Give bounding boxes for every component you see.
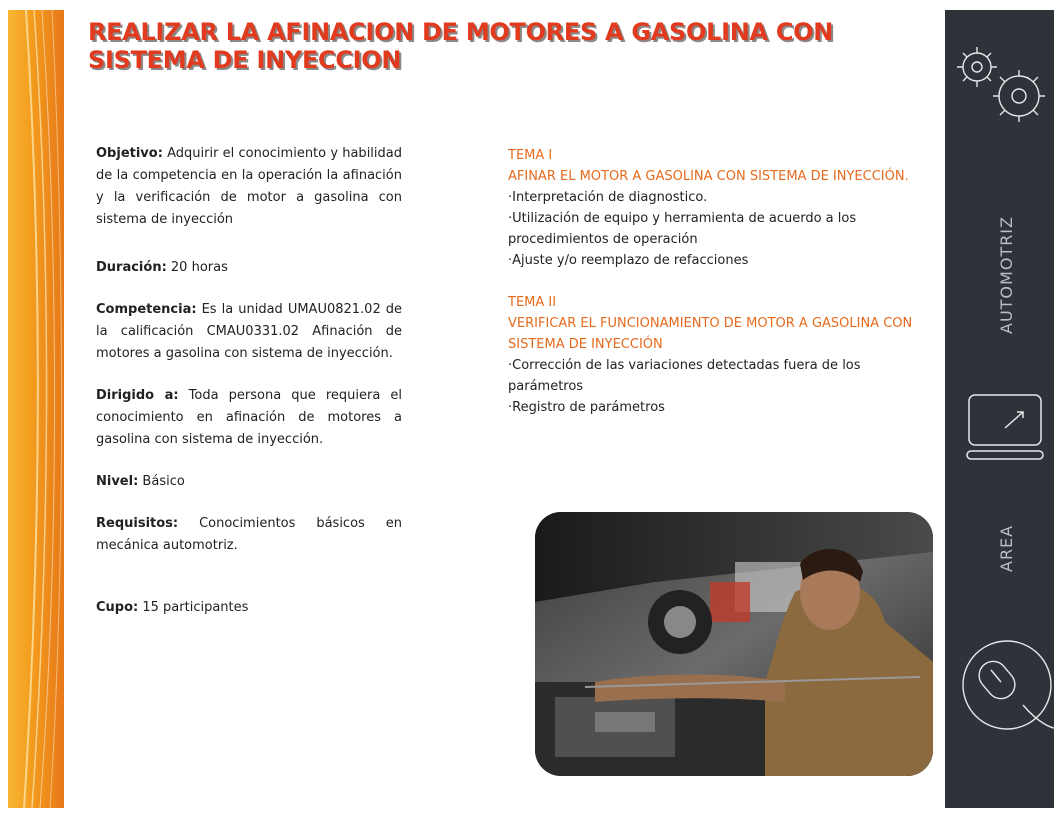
requisitos-paragraph	[96, 513, 402, 557]
tema1-heading: TEMA I	[508, 148, 553, 163]
tema2-heading: TEMA II	[508, 295, 557, 310]
nivel-paragraph	[96, 471, 402, 493]
laptop-icon	[967, 395, 1043, 459]
tema1-title: AFINAR EL MOTOR A GASOLINA CON SISTEMA DE INYECCIÓN.	[508, 169, 909, 184]
nivel-label: Nivel:	[96, 474, 139, 489]
tema1-item: ·Interpretación de diagnostico.	[508, 190, 708, 205]
requisitos-text: Conocimientos básicos en mecánica automotriz.	[96, 516, 402, 553]
mouse-icon	[963, 641, 1054, 729]
decorative-orange-bar	[8, 10, 64, 808]
course-details	[96, 143, 402, 619]
mechanic-photo	[535, 512, 933, 776]
dirigido-text: Toda persona que requiera el conocimiento en afinación de motores a gasolina con sistema de inyección.	[96, 388, 402, 447]
objetivo-paragraph	[96, 143, 402, 231]
objetivo-text: Adquirir el conocimiento y habilidad de la competencia en la operación la afinación y la verificación de motor a gasolina con sistema de inyección	[96, 146, 402, 227]
sidebar-label-automotriz: AUTOMOTRIZ	[997, 216, 1016, 334]
dirigido-paragraph	[96, 385, 402, 451]
tema2-item: ·Corrección de las variaciones detectadas fuera de los parámetros	[508, 358, 861, 394]
tema2-title: VERIFICAR EL FUNCIONAMIENTO DE MOTOR A GASOLINA CON SISTEMA DE INYECCIÓN	[508, 316, 913, 352]
tema2-item: ·Registro de parámetros	[508, 400, 665, 415]
nivel-text: Básico	[138, 474, 185, 489]
right-sidebar	[945, 10, 1054, 808]
gears-icon	[957, 47, 1045, 122]
swoosh-lines	[8, 10, 64, 808]
tema1-item: ·Utilización de equipo y herramienta de acuerdo a los procedimientos de operación	[508, 211, 857, 247]
duracion-label: Duración:	[96, 260, 167, 275]
dirigido-label: Dirigido a:	[96, 388, 179, 403]
competencia-paragraph	[96, 299, 402, 365]
duracion-text: 20 horas	[166, 260, 228, 275]
page-title: REALIZAR LA AFINACION DE MOTORES A GASOLINA CON SISTEMA DE INYECCION	[88, 18, 834, 74]
duracion-paragraph	[96, 257, 402, 279]
competencia-label: Competencia:	[96, 302, 197, 317]
competencia-text: Es la unidad UMAU0821.02 de la calificación CMAU0331.02 Afinación de motores a gasolina con sistema de inyección.	[96, 302, 402, 361]
cupo-text: 15 participantes	[138, 600, 249, 615]
sidebar-label-area: AREA	[997, 524, 1016, 572]
objetivo-label: Objetivo:	[96, 146, 163, 161]
requisitos-label: Requisitos:	[96, 516, 179, 531]
tema1-item: ·Ajuste y/o reemplazo de refacciones	[508, 253, 749, 268]
sidebar-decoration	[945, 10, 1054, 808]
cupo-label: Cupo:	[96, 600, 139, 615]
course-topics	[508, 145, 918, 418]
cupo-paragraph	[96, 597, 402, 619]
